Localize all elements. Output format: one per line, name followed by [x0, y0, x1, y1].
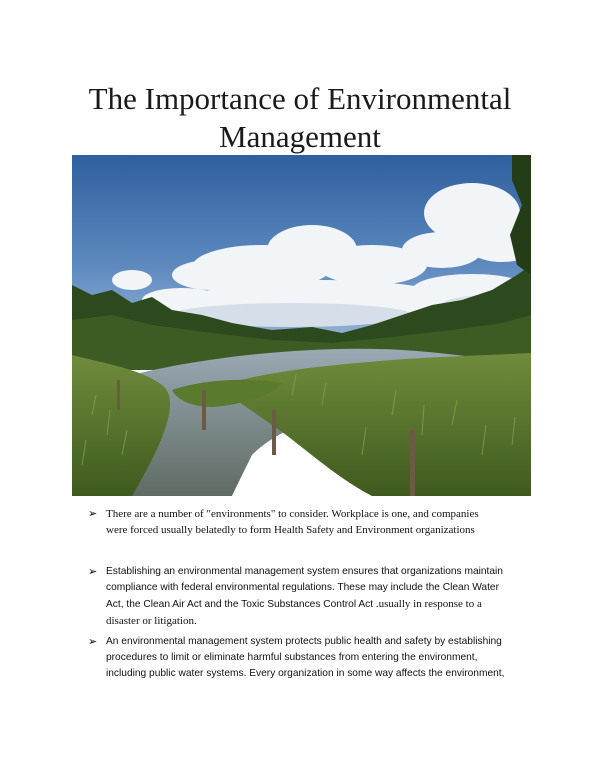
bullet-2-line-3: Act, the Clean Air Act and the Toxic Substances Control Act — [106, 599, 374, 610]
arrow-bullet-icon: ➢ — [88, 565, 98, 578]
bullet-3-line-3: including public water systems. Every organization in some way affects the environment, — [106, 668, 505, 679]
page-title-line-1: The Importance of Environmental — [88, 81, 512, 116]
bullet-2-line-2: compliance with federal environmental regulations. These may include the Clean Water — [106, 582, 499, 593]
bullet-2-line-3-tail: .usually in response to a — [373, 598, 482, 610]
page-title-line-2: Management — [219, 119, 381, 154]
bullet-2-line-1: Establishing an environmental management system ensures that organizations maintain — [106, 566, 503, 577]
bullet-2-line-4: disaster or litigation. — [106, 615, 197, 627]
bullet-1-line-2: were forced usually belatedly to form Health Safety and Environment organizations — [106, 524, 475, 536]
bullet-3-line-1: An environmental management system protects public health and safety by establishing — [106, 636, 502, 647]
list-item — [88, 506, 528, 538]
bullet-1-line-1: There are a number of "environments" to consider. Workplace is one, and companies — [106, 508, 479, 520]
wetland-photo — [72, 155, 531, 496]
arrow-bullet-icon: ➢ — [88, 507, 98, 520]
list-item — [88, 634, 528, 682]
list-item — [88, 564, 528, 629]
bullet-3-line-2: procedures to limit or eliminate harmful substances from entering the environment, — [106, 652, 478, 663]
page-title — [40, 80, 560, 156]
arrow-bullet-icon: ➢ — [88, 635, 98, 648]
